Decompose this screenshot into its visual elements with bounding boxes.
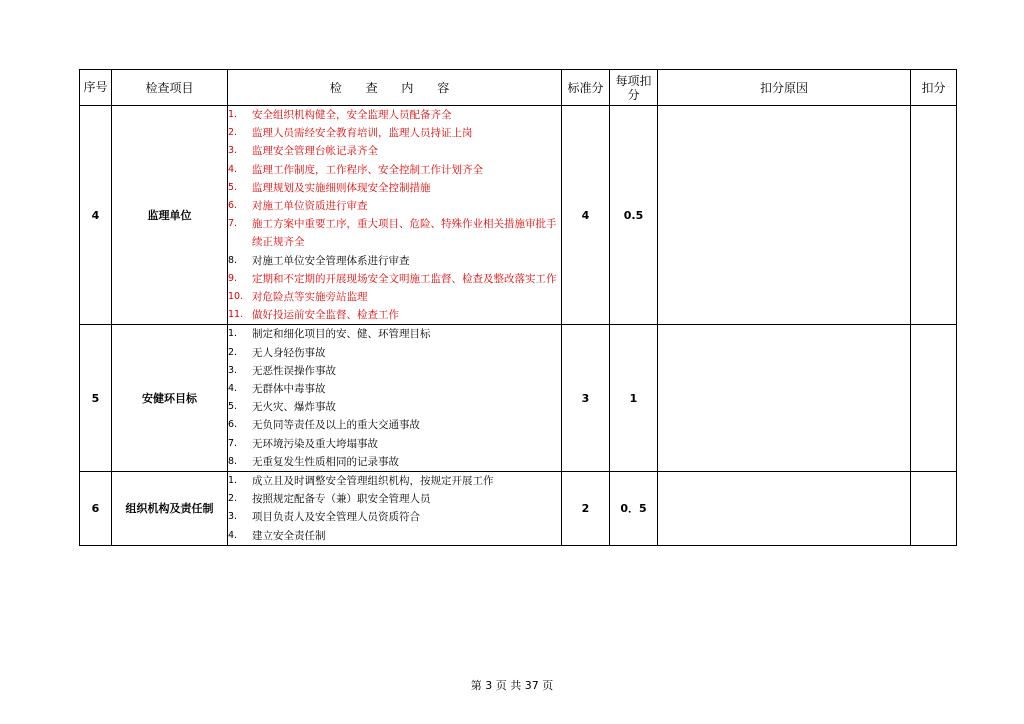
check-item-number: 8.: [228, 254, 238, 266]
header-item: 检查项目: [112, 70, 228, 106]
table-body: [80, 106, 957, 546]
check-item-text: 无负同等责任及以上的重大交通事故: [252, 419, 420, 432]
check-item-text: 监理工作制度，工作程序、安全控制工作计划齐全: [252, 163, 483, 176]
row-standard-score: 2: [562, 472, 610, 546]
check-item-text: 定期和不定期的开展现场安全文明施工监督、检查及整改落实工作: [252, 272, 557, 285]
check-item-number: 2.: [228, 127, 238, 139]
check-item-number: 6.: [228, 419, 238, 431]
check-item: [228, 527, 561, 545]
row-standard-score: 3: [562, 325, 610, 472]
check-item-number: 2.: [228, 346, 238, 358]
check-item-text: 监理人员需经安全教育培训，监理人员持证上岗: [252, 127, 473, 140]
check-item-list: [228, 472, 561, 545]
check-item: [228, 306, 561, 324]
check-item-number: 9.: [228, 272, 238, 284]
check-item: [228, 453, 561, 471]
check-item-number: 3.: [228, 511, 238, 523]
row-item-name: 安健环目标: [112, 325, 228, 472]
check-item: [228, 435, 561, 453]
row-deduction: [911, 472, 957, 546]
check-item: [228, 106, 561, 124]
check-item-text: 对施工单位安全管理体系进行审查: [252, 254, 410, 267]
check-item: [228, 380, 561, 398]
check-item: [228, 288, 561, 306]
check-item-list: [228, 325, 561, 471]
row-seq: 5: [80, 325, 112, 472]
check-item-number: 4.: [228, 163, 238, 175]
row-seq: 6: [80, 472, 112, 546]
row-item-name: 组织机构及责任制: [112, 472, 228, 546]
check-item-number: 10.: [228, 291, 244, 303]
row-deduction-reason: [658, 472, 911, 546]
row-deduction: [911, 325, 957, 472]
check-item: [228, 398, 561, 416]
check-item: [228, 344, 561, 362]
row-content: [228, 106, 562, 325]
check-item-text: 制定和细化项目的安、健、环管理目标: [252, 328, 431, 341]
check-item-number: 4.: [228, 383, 238, 395]
header-reason: 扣分原因: [658, 70, 911, 106]
row-standard-score: 4: [562, 106, 610, 325]
check-item-number: 5.: [228, 401, 238, 413]
check-item: [228, 472, 561, 490]
check-item-text: 无火灾、爆炸事故: [252, 401, 336, 414]
check-item-list: [228, 106, 561, 324]
check-item: [228, 270, 561, 288]
check-item-text: 成立且及时调整安全管理组织机构，按规定开展工作: [252, 475, 494, 488]
check-item-number: 7.: [228, 437, 238, 449]
check-item: [228, 416, 561, 434]
check-item-number: 5.: [228, 181, 238, 193]
check-item-text: 无群体中毒事故: [252, 383, 326, 396]
check-item-number: 2.: [228, 493, 238, 505]
check-item: [228, 124, 561, 142]
check-item-number: 3.: [228, 145, 238, 157]
check-item: [228, 252, 561, 270]
check-item-text: 监理规划及实施细则体现安全控制措施: [252, 181, 431, 194]
row-per-item-deduction: 0．5: [610, 472, 658, 546]
check-item-text: 做好投运前安全监督、检查工作: [252, 309, 399, 322]
header-content: 检 查 内 容: [228, 70, 562, 106]
check-item-number: 1.: [228, 328, 238, 340]
check-item-number: 3.: [228, 364, 238, 376]
row-per-item-deduction: 0.5: [610, 106, 658, 325]
check-item-number: 11.: [228, 309, 244, 321]
check-item: [228, 490, 561, 508]
row-deduction-reason: [658, 106, 911, 325]
table-row: [80, 472, 957, 546]
check-item: [228, 362, 561, 380]
check-item-text: 安全组织机构健全，安全监理人员配备齐全: [252, 109, 452, 121]
row-content: [228, 472, 562, 546]
check-item-text: 项目负责人及安全管理人员资质符合: [252, 511, 420, 524]
check-item: [228, 179, 561, 197]
header-deduct: 扣分: [911, 70, 957, 106]
row-item-name: 监理单位: [112, 106, 228, 325]
header-per-item: 每项扣分: [610, 70, 658, 106]
table-header-row: [80, 70, 957, 106]
row-deduction-reason: [658, 325, 911, 472]
table-row: [80, 325, 957, 472]
inspection-table: [79, 69, 957, 546]
check-item-number: 7.: [228, 218, 238, 230]
check-item: [228, 197, 561, 215]
header-standard: 标准分: [562, 70, 610, 106]
check-item-text: 无环境污染及重大垮塌事故: [252, 437, 378, 450]
check-item-text: 对危险点等实施旁站监理: [252, 291, 368, 304]
row-per-item-deduction: 1: [610, 325, 658, 472]
check-item-number: 6.: [228, 200, 238, 212]
check-item-text: 监理安全管理台帐记录齐全: [252, 145, 378, 158]
check-item-number: 1.: [228, 475, 238, 487]
check-item-number: 1.: [228, 109, 238, 120]
check-item: [228, 325, 561, 343]
header-seq: 序号: [80, 70, 112, 106]
check-item: [228, 161, 561, 179]
row-deduction: [911, 106, 957, 325]
table-row: [80, 106, 957, 325]
row-seq: 4: [80, 106, 112, 325]
check-item-text: 施工方案中重要工序，重大项目、危险、特殊作业相关措施审批手续正规齐全: [252, 218, 557, 249]
check-item-number: 4.: [228, 529, 238, 541]
check-item-number: 8.: [228, 455, 238, 467]
check-item-text: 无重复发生性质相同的记录事故: [252, 455, 399, 468]
page-footer: 第 3 页 共 37 页: [470, 679, 554, 692]
check-item: [228, 142, 561, 160]
check-item-text: 对施工单位资质进行审查: [252, 200, 368, 213]
check-item-text: 按照规定配备专（兼）职安全管理人员: [252, 493, 431, 506]
check-item: [228, 215, 561, 251]
check-item-text: 无恶性误操作事故: [252, 364, 336, 377]
check-item: [228, 508, 561, 526]
check-item-text: 建立安全责任制: [252, 529, 326, 542]
row-content: [228, 325, 562, 472]
check-item-text: 无人身轻伤事故: [252, 346, 326, 359]
